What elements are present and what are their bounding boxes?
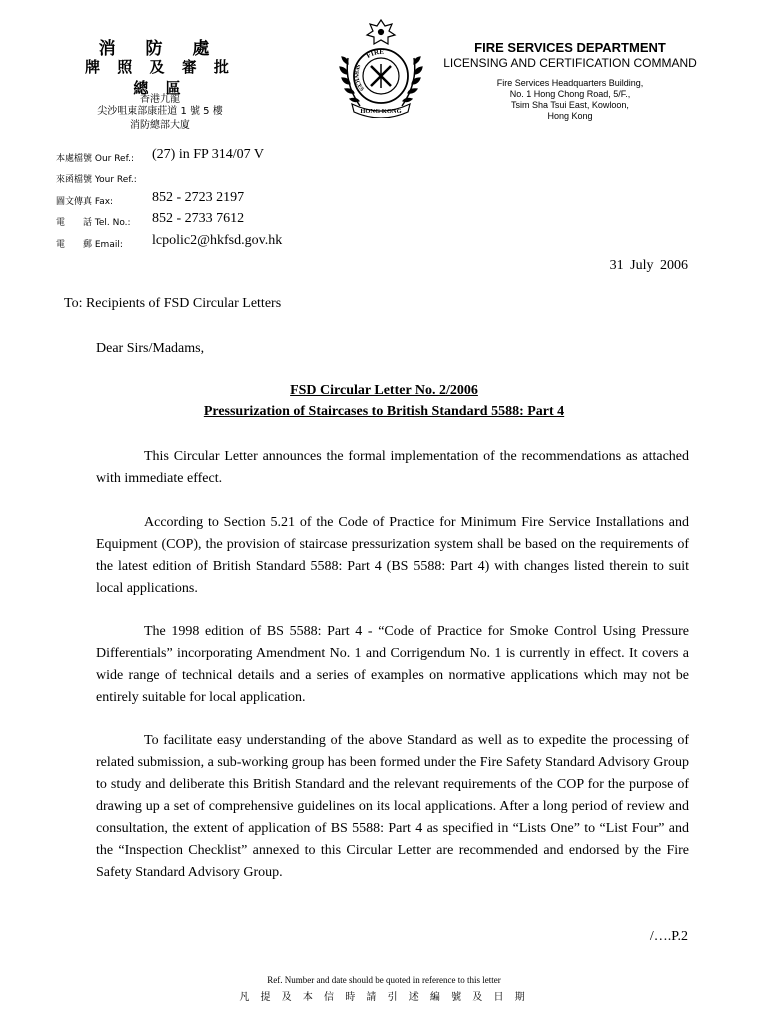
fsd-emblem-logo (338, 18, 424, 118)
footer-note-zh: 凡 提 及 本 信 時 請 引 述 編 號 及 日 期 (239, 992, 529, 1003)
ref-label: 本處檔號 Our Ref.: (56, 154, 135, 164)
ref-value: 852 - 2733 7612 (152, 211, 245, 226)
recipient-line: To: Recipients of FSD Circular Letters (64, 296, 282, 311)
ref-value: 852 - 2723 2197 (152, 190, 245, 205)
ref-label: 電 郵 Email: (56, 240, 123, 250)
zh-command-name: 牌 照 及 審 批 總 區 (85, 58, 235, 97)
ref-value: (27) in FP 314/07 V (152, 147, 265, 162)
ref-label: 圖文傳真 Fax: (56, 197, 114, 207)
department-name: FIRE SERVICES DEPARTMENT (474, 40, 666, 55)
command-name: LICENSING AND CERTIFICATION COMMAND (443, 56, 697, 70)
address-line: Fire Services Headquarters Building, (496, 78, 644, 88)
zh-address-line: 香港九龍 (140, 94, 180, 105)
emblem-text-bottom: HONG KONG (360, 108, 402, 115)
zh-department-name: 消 防 處 (98, 39, 222, 59)
salutation: Dear Sirs/Madams, (96, 341, 205, 356)
body-paragraph: To facilitate easy understanding of the above Standard as well as to expedite the processing of related submission, a sub-working group has been formed under the Fire Safety Standard Advisory Group to study and deliberate this British Standard and the relevant requirements of the COP for the purpose of drawing up a set of comprehensive guidelines on its local applications. After a long period of review and consultation, the extent of application of BS 5588: Part 4 as specified in “Lists One” to “List Four” and the “Inspection Checklist” annexed to this Circular Letter are recommended and endorsed by the Fire Safety Standard Advisory Group. (96, 733, 689, 880)
circular-letter-number: FSD Circular Letter No. 2/2006 (290, 383, 478, 398)
body-paragraph: This Circular Letter announces the formal implementation of the recommendations as attached with immediate effect. (96, 449, 689, 486)
zh-address-line: 尖沙咀東部康莊道 1 號 5 樓 (97, 106, 223, 117)
address-line: Hong Kong (547, 111, 593, 121)
letter-date: 31 July 2006 (609, 258, 688, 273)
ref-label: 來函檔號 Your Ref.: (56, 175, 137, 185)
emblem-text-top: FIRE (365, 47, 385, 60)
circular-letter-subject: Pressurization of Staircases to British Standard 5588: Part 4 (203, 404, 565, 419)
page-continuation: /….P.2 (649, 929, 688, 944)
address-line: No. 1 Hong Chong Road, 5/F., (509, 89, 631, 99)
emblem-text-mid: SERVICES (352, 62, 365, 93)
address-line: Tsim Sha Tsui East, Kowloon, (511, 100, 629, 110)
zh-address-line: 消防總部大廈 (130, 120, 190, 131)
ref-value: lcpolic2@hkfsd.gov.hk (152, 233, 283, 248)
footer-note-en: Ref. Number and date should be quoted in reference to this letter (267, 975, 501, 985)
body-paragraph: According to Section 5.21 of the Code of Practice for Minimum Fire Service Installations and Equipment (COP), the provision of staircase pressurization system shall be based on the requirements of the latest edition of British Standard 5588: Part 4 (BS 5588: Part 4) with changes listed therein to suit local applications. (96, 515, 689, 596)
body-paragraph: The 1998 edition of BS 5588: Part 4 - “Code of Practice for Smoke Control Using Pressure Differentials” incorporating Amendment No. 1 and Corrigendum No. 1 is currently in effect. It covers a wide range of technical details and a series of examples on normative applications which may not be entirely suitable for local application. (96, 624, 689, 705)
ref-label: 電 話 Tel. No.: (56, 218, 131, 228)
